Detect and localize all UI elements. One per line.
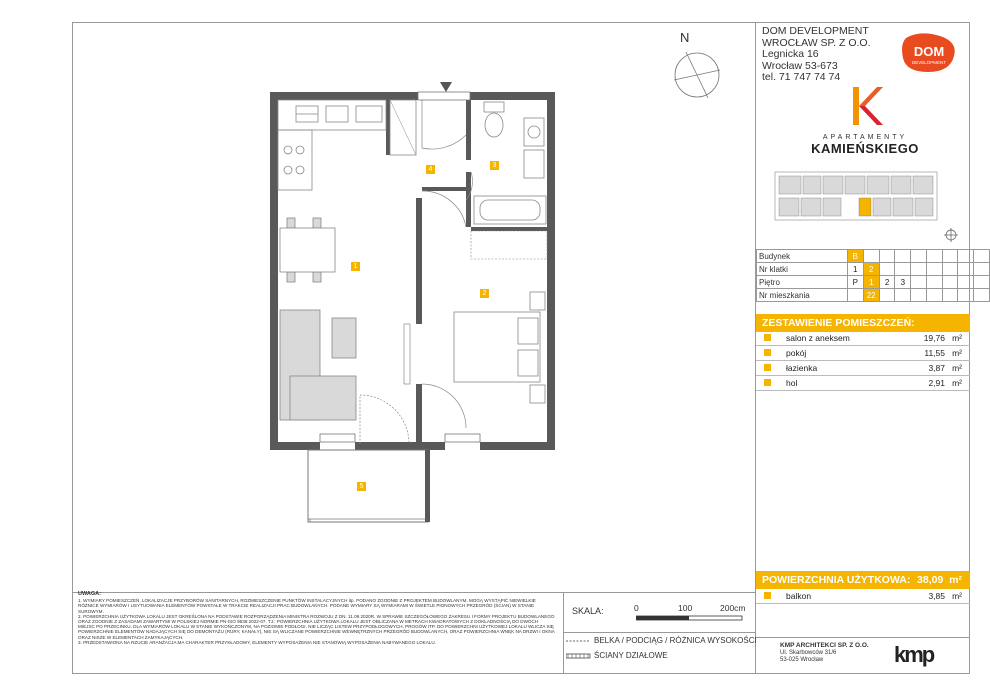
room-marker xyxy=(764,379,771,386)
rooms-heading: ZESTAWIENIE POMIESZCZEŃ: xyxy=(756,314,970,332)
param-row-apartment xyxy=(757,289,990,302)
kmp-logo-text: kmp xyxy=(894,642,934,667)
balcony-area: 3,85 xyxy=(928,591,945,601)
room-area: 19,76 xyxy=(923,333,945,343)
param-cell: 3 xyxy=(895,276,911,289)
notes-title: UWAGA: xyxy=(78,591,101,597)
scale-divider xyxy=(563,592,564,674)
notes-block xyxy=(78,592,556,645)
total-unit: m² xyxy=(949,574,962,586)
param-cell: 22 xyxy=(863,289,879,302)
architect-name: KMP ARCHITEKCI SP. Z O.O. xyxy=(780,642,869,649)
scale-tick-100: 100 xyxy=(678,603,693,613)
logo-text: DOM xyxy=(913,44,945,59)
room-marker xyxy=(764,349,771,356)
dom-development-logo xyxy=(900,32,958,74)
balcony-name: balkon xyxy=(786,591,812,601)
room-tag-4: 4 xyxy=(426,165,435,174)
legend-symbols xyxy=(566,638,592,666)
company-phone: tel. 71 747 74 74 xyxy=(762,71,841,84)
room-row xyxy=(756,361,970,376)
note-item: 1. WYMIARY POMIESZCZEŃ, LOKALIZACJE PRZYBORÓW SANITARNYCH, ROZMIESZCZENIE PUNKTÓW INSTALACYJNYCH itp. PODANO ZGODNIE Z PROJEKTEM BUDOWLANYM. MOGĄ WYSTĄPIĆ NIEWIELKIE RÓŻNICE WYMIARÓW I USYTUOWANIA ELEMENTÓW POWSTAŁE W TRAKCIE REALIZACJI PRAC BUDOWLANYCH. PODANE WYMIARY SĄ WYMIARAMI W ŚWIETLE PIONOWYCH PRZEGRÓD (ŚCIAN) W STANIE SUROWYM. xyxy=(78,598,536,614)
note-item: 2. POWIERZCHNIA UŻYTKOWA LOKALU JEST OKREŚLONA NA PODSTAWIE ROZPORZĄDZENIA MINISTRA ROZWOJU Z DN. 11.09.2020R. W SPRAWIE SZCZEGÓŁOWEGO ZAKRESU I FORMY PROJEKTU BUDOWLANEGO ORAZ ZGODNIE Z ZASADAMI ZAWARTYMI W POLSKIEJ NORMIE PN-ISO 9836:2022-07. TJ.: POWIERZCHNIA UŻYTKOWA LOKALU JEST OBLICZANA W METRACH KWADRATOWYCH Z DOKŁADNOŚCIĄ DO DWÓCH MIEJSC PO PRZECINKU. DLA WYMIARÓW LOKALU W STANIE WYKOŃCZONYM, NA POZIOMIE PODŁOGI, NIE LICZĄC LISTEW PRZYPODŁOGOWYCH, PROGÓW ITP. DO POWIERZCHNI UŻYTKOWEJ LOKALU WLICZA SIĘ POWIERZCHNIE ELEMENTÓW NADAJĄCYCH SIĘ DO DEMONTAŻU (RURY, KANAŁY), NIE SĄ WLICZANE POWIERZCHNIE WEWNĘTRZNYCH PRZEGRÓD BUDOWLANYCH, ORAZ POWIERZCHNIA WNĘK NA DRZWI I OKNA ORAZ NISZE W ELEMENTACH ZAMYKAJĄCYCH. xyxy=(78,613,555,640)
balcony-row xyxy=(756,589,970,604)
project-brand xyxy=(770,85,960,165)
footer-divider xyxy=(756,637,970,638)
room-area: 11,55 xyxy=(924,348,945,358)
company-city: Wrocław 53-673 xyxy=(762,59,838,72)
scale-bar xyxy=(636,614,748,622)
param-row-floor xyxy=(757,276,990,289)
kmp-logo xyxy=(892,640,942,668)
key-plan xyxy=(773,166,943,230)
apartment-parameters xyxy=(756,249,990,302)
key-plan-compass-icon xyxy=(944,228,958,242)
logo-subtext: DEVELOPMENT xyxy=(911,60,947,65)
note-item: 3. PRZEDSTAWIONA NA RZUCIE ARANŻACJA MA CHARAKTER PRZYKŁADOWY, ELEMENTY WYPOSAŻENIA NIE STANOWIĄ WYPOSAŻENIA NABYWANEGO LOKALU. xyxy=(78,639,436,645)
architect-city: 53-025 Wrocław xyxy=(780,657,824,663)
param-label: Nr mieszkania xyxy=(757,289,848,302)
total-label: POWIERZCHNIA UŻYTKOWA: xyxy=(762,574,911,586)
room-unit: m² xyxy=(952,378,962,388)
room-area: 3,87 xyxy=(928,363,945,373)
param-cell: 1 xyxy=(847,263,863,276)
param-label: Piętro xyxy=(757,276,848,289)
room-tag-5: 5 xyxy=(357,482,366,491)
scale-label: SKALA: xyxy=(572,606,604,616)
room-name: salon z aneksem xyxy=(786,333,850,343)
total-area xyxy=(756,571,970,589)
kamienskiego-logo-icon xyxy=(845,85,885,127)
room-name: pokój xyxy=(786,348,807,358)
legend-divider xyxy=(563,632,756,633)
scale-tick-200: 200cm xyxy=(720,603,746,613)
room-marker xyxy=(764,364,771,371)
param-cell: 2 xyxy=(879,276,895,289)
room-row xyxy=(756,331,970,346)
room-unit: m² xyxy=(952,333,962,343)
param-cell: 1 xyxy=(863,276,879,289)
room-tag-1: 1 xyxy=(351,262,360,271)
room-name: hol xyxy=(786,378,798,388)
balcony-unit: m² xyxy=(952,591,962,601)
room-area: 2,91 xyxy=(928,378,945,388)
room-tag-3: 3 xyxy=(490,161,499,170)
scale-tick-0: 0 xyxy=(634,603,639,613)
brand-subtitle: APARTAMENTY xyxy=(822,134,908,141)
room-tag-2: 2 xyxy=(480,289,489,298)
room-marker xyxy=(764,334,771,341)
param-row-building xyxy=(757,250,990,263)
architect-street: Ul. Skarbowców 31/6 xyxy=(780,650,837,656)
param-cell: 2 xyxy=(863,263,879,276)
room-row xyxy=(756,376,970,391)
param-label: Budynek xyxy=(757,250,848,263)
company-info xyxy=(762,26,871,84)
param-label: Nr klatki xyxy=(757,263,848,276)
room-unit: m² xyxy=(952,348,962,358)
north-compass-icon xyxy=(672,50,722,100)
room-name: łazienka xyxy=(786,363,818,373)
legend-beam: BELKA / PODCIĄG / RÓŻNICA WYSOKOŚCI xyxy=(594,636,757,645)
room-marker xyxy=(764,592,771,599)
architect-info xyxy=(780,642,869,664)
north-label: N xyxy=(680,30,690,45)
param-cell xyxy=(847,289,863,302)
param-row-stairwell xyxy=(757,263,990,276)
room-row xyxy=(756,346,970,361)
company-name: DOM DEVELOPMENT xyxy=(762,25,869,37)
brand-name: KAMIEŃSKIEGO xyxy=(811,141,919,156)
legend-walls: ŚCIANY DZIAŁOWE xyxy=(594,651,668,660)
param-cell: B xyxy=(847,250,863,263)
company-name-2: WROCŁAW SP. Z O.O. xyxy=(762,36,871,49)
total-value: 38,09 xyxy=(917,574,944,586)
param-cell: P xyxy=(847,276,863,289)
company-street: Legnicka 16 xyxy=(762,48,819,61)
room-unit: m² xyxy=(952,363,962,373)
